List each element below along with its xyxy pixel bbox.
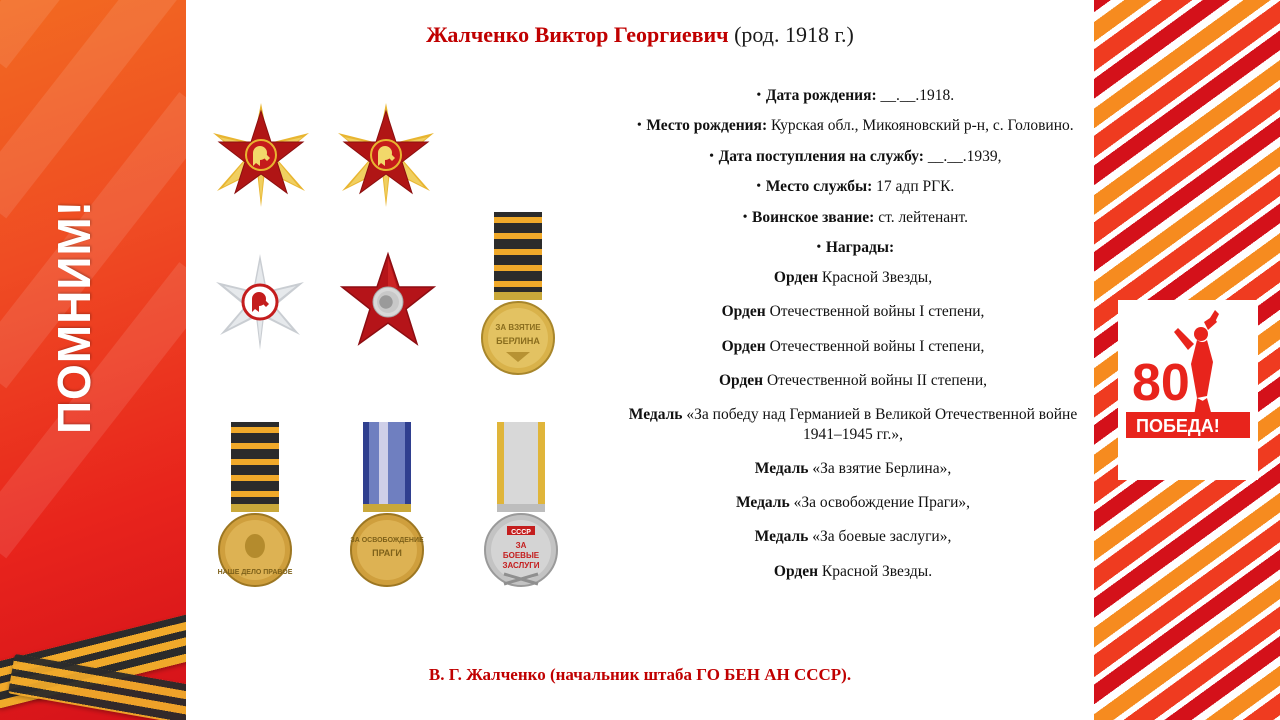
- award-item: [612, 302, 1094, 322]
- award-item: [612, 405, 1094, 445]
- medal-for-capture-of-berlin: [478, 212, 558, 417]
- award-kind: Медаль: [754, 460, 809, 478]
- medal-for-victory-over-germany: [214, 422, 296, 627]
- svg-text:ЗАСЛУГИ: ЗАСЛУГИ: [502, 561, 540, 570]
- motherland-statue-icon: [1118, 300, 1258, 480]
- detail-label: Награды:: [825, 238, 895, 256]
- award-name: Отечественной войны I степени,: [765, 303, 985, 321]
- person-name: Жалченко Виктор Георгиевич: [426, 22, 729, 47]
- award-name: Красной Звезды,: [818, 269, 933, 287]
- detail-military-rank: [612, 208, 1094, 227]
- award-kind: Орден: [721, 337, 766, 355]
- right-decor-panel: [1094, 0, 1280, 720]
- award-item: [612, 337, 1094, 357]
- left-decor-panel: [0, 0, 186, 720]
- award-kind: Медаль: [628, 405, 683, 423]
- bullet-icon: •: [742, 209, 748, 225]
- bullet-icon: •: [709, 148, 715, 164]
- detail-enlistment-date: [612, 147, 1094, 166]
- award-name: Красной Звезды.: [818, 562, 933, 580]
- detail-value: __.__.1918.: [876, 87, 955, 104]
- svg-text:ЗА ВЗЯТИЕ: ЗА ВЗЯТИЕ: [495, 323, 541, 332]
- medal-for-liberation-of-prague: [346, 422, 428, 627]
- order-patriotic-war-1st-class-left: [206, 100, 316, 215]
- detail-birth-place: [612, 116, 1094, 135]
- page-title: [186, 22, 1094, 48]
- bullet-icon: •: [816, 239, 822, 255]
- detail-value: ст. лейтенант.: [874, 208, 968, 226]
- order-patriotic-war-1st-class-right: [331, 100, 441, 215]
- detail-label: Место службы:: [765, 178, 873, 196]
- award-kind: Орден: [773, 562, 819, 580]
- award-name: Отечественной войны II степени,: [763, 371, 987, 389]
- detail-label: Воинское звание:: [752, 208, 875, 226]
- award-kind: Медаль: [735, 494, 790, 512]
- detail-label: Место рождения:: [646, 117, 768, 135]
- detail-value: __.__.1939,: [923, 147, 1002, 165]
- award-name: «За победу над Германией в Великой Отечественной войне 1941–1945 гг.»,: [682, 405, 1078, 443]
- award-item: [612, 268, 1094, 288]
- detail-birth-date: [612, 86, 1094, 105]
- award-name: «За взятие Берлина»,: [808, 460, 952, 478]
- svg-text:НАШЕ ДЕЛО ПРАВОЕ: НАШЕ ДЕЛО ПРАВОЕ: [217, 569, 293, 576]
- svg-text:ЗА ОСВОБОЖДЕНИЕ: ЗА ОСВОБОЖДЕНИЕ: [350, 537, 424, 544]
- award-name: Отечественной войны I степени,: [765, 337, 985, 355]
- award-item: [612, 562, 1094, 582]
- remember-title: ПОМНИМ!: [48, 199, 100, 435]
- biography-details: [612, 86, 1094, 596]
- award-kind: Орден: [718, 371, 764, 389]
- order-red-star: [336, 250, 440, 359]
- award-item: [612, 371, 1094, 391]
- detail-awards-heading: [612, 238, 1094, 257]
- award-name: «За боевые заслуги»,: [808, 528, 952, 546]
- detail-label: Дата поступления на службу:: [718, 147, 924, 165]
- detail-value: Курская обл., Микояновский р-н, с. Головино.: [767, 117, 1074, 135]
- footer-caption: В. Г. Жалченко (начальник штаба ГО БЕН АН СССР).: [428, 665, 852, 684]
- award-kind: Орден: [721, 303, 766, 321]
- detail-value: 17 адп РГК.: [872, 178, 955, 196]
- order-red-star-silver: [208, 250, 312, 359]
- award-kind: Медаль: [754, 528, 809, 546]
- medal-for-battle-merit: [480, 422, 562, 627]
- svg-text:БЕРЛИНА: БЕРЛИНА: [496, 336, 540, 346]
- svg-text:БОЕВЫЕ: БОЕВЫЕ: [502, 551, 540, 560]
- bullet-icon: •: [756, 179, 762, 195]
- svg-text:ПОБЕДА!: ПОБЕДА!: [1136, 416, 1220, 436]
- svg-text:ПРАГИ: ПРАГИ: [372, 548, 402, 558]
- award-name: «За освобождение Праги»,: [789, 494, 971, 512]
- person-birth-note: (род. 1918 г.): [728, 22, 854, 47]
- victory-80-emblem: [1118, 300, 1258, 480]
- svg-text:ЗА: ЗА: [515, 541, 527, 550]
- award-item: [612, 459, 1094, 479]
- svg-text:80: 80: [1132, 354, 1190, 412]
- bullet-icon: •: [636, 118, 642, 134]
- award-item: [612, 527, 1094, 547]
- detail-service-place: [612, 177, 1094, 196]
- svg-text:СССР: СССР: [511, 529, 531, 536]
- awards-image-group: [196, 90, 596, 630]
- bullet-icon: •: [756, 88, 762, 103]
- detail-label: Дата рождения:: [765, 87, 877, 104]
- award-item: [612, 493, 1094, 513]
- award-kind: Орден: [773, 269, 819, 287]
